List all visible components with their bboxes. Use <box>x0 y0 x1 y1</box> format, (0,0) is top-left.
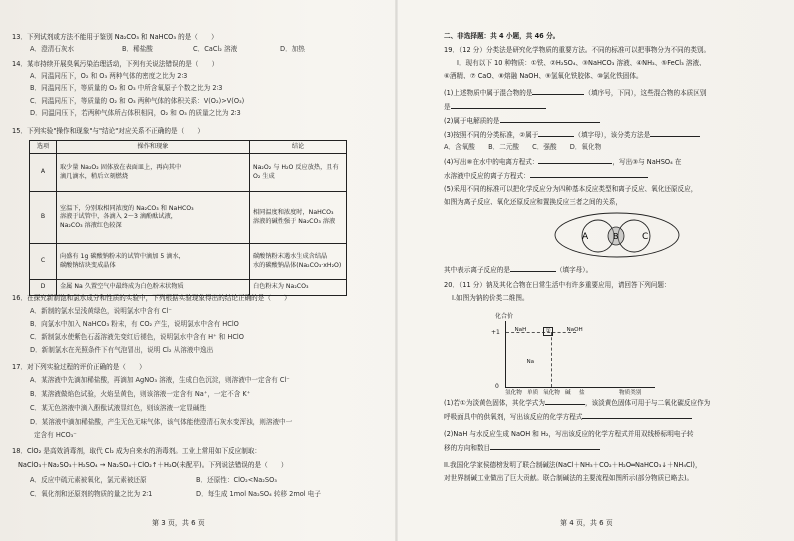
q15-header-option: 选项 <box>30 141 57 154</box>
q14-stem: 14．某市持续开展臭氧污染治理活动，下列有关说法错误的是（ ） <box>12 60 219 68</box>
q15-header-conclusion: 结论 <box>250 141 347 154</box>
venn-label-a: A <box>582 232 589 242</box>
q20-sub1: I.如图为钠的价类二维图。 <box>452 294 529 302</box>
answer-blank <box>500 116 600 123</box>
q20-stem: 20．（11 分）钠及其化合物在日常生活中有许多重要应用，请回答下列问题： <box>444 281 671 289</box>
q20-part3: II.我国化学家侯德榜发明了联合制碱法(NaCl＋NH₃＋CO₂＋H₂O═NaHCO₃↓＋NH₄Cl)， <box>444 461 702 469</box>
row-option: A <box>30 154 57 192</box>
q14-option-d: D．同温同压下，若两种气体所占体积相同，O₂ 和 O₃ 的质量之比为 2∶3 <box>30 109 241 117</box>
graph-xcat: 单质 <box>527 390 539 396</box>
q18-option-c: C．氧化剂和还原剂的物质的量之比为 2∶1 <box>30 490 153 498</box>
row-option: C <box>30 244 57 280</box>
graph-xcat: 碱 <box>565 390 571 396</box>
graph-xcat: 氧化物 <box>543 390 560 396</box>
row-operation: 取少量 Na₂O₂ 固体放在表面皿上，再向其中 滴几滴水，稍后立刻燃烧 <box>57 154 250 192</box>
q15-stem: 15．下列实验"操作和现象"与"结论"对应关系不正确的是（ ） <box>12 127 204 135</box>
table-row <box>30 192 347 244</box>
q19-part1-cont: 是 <box>444 102 546 112</box>
graph-ytick-plus1: +1 <box>491 329 500 336</box>
answer-blank <box>582 412 692 419</box>
q16-stem: 16．在探究新制饱和氯水成分和性质的实验中，下列根据实验现象得出的结论正确的是（ ） <box>12 294 291 302</box>
graph-x-axis <box>505 387 655 388</box>
q13-option-b: B．稀盐酸 <box>122 45 153 53</box>
row-option: D <box>30 280 57 296</box>
q19-part5-answer: 其中表示离子反应的是 （填字母）。 <box>444 266 593 274</box>
q13-option-a: A．澄清石灰水 <box>30 45 75 53</box>
q20-part1: (1)若①为淡黄色固体，其化学式为 ，该淡黄色固体可用于与二氧化碳反应作为 <box>444 399 711 407</box>
answer-blank <box>532 88 584 95</box>
q19-part2: (2)属于电解质的是 <box>444 116 600 126</box>
q19-part5-cont: 如图为离子反应、氧化还原反应和置换反应三者之间的关系， <box>444 198 623 206</box>
q13-option-d: D．加热 <box>280 45 305 53</box>
graph-guide-line <box>551 332 552 387</box>
answer-blank <box>650 130 700 137</box>
q19-part4-cont: 水溶液中反应的离子方程式： <box>444 171 648 181</box>
q13-stem: 13．下列试剂或方法不能用于鉴别 Na₂CO₃ 和 NaHCO₃ 的是（ ） <box>12 33 218 41</box>
answer-blank <box>451 102 546 109</box>
q14-option-b: B．同温同压下，等质量的 O₂ 和 O₃ 中所含氧原子个数之比为 2∶3 <box>30 84 223 92</box>
q19-intro: I．现有以下 10 种物质：①铁、②H₂SO₄、③NaHCO₃ 溶液、④NH₃、⑤FeCl₃ 溶液、 <box>457 59 706 67</box>
q13-option-c: C．CaCl₂ 溶液 <box>193 45 238 53</box>
q15-table <box>29 140 347 296</box>
answer-blank <box>545 398 585 405</box>
q17-option-d: D．某溶液中滴加稀盐酸，产生无色无味气体，该气体能使澄清石灰水变浑浊，则溶液中一 <box>30 418 293 426</box>
q16-option-d: D．新制氯水在光照条件下有气泡冒出，说明 Cl₂ 从溶液中逸出 <box>30 346 214 354</box>
q19-part5: (5)采用不同的标准可以把化学反应分为四种基本反应类型和离子反应、氧化还原反应， <box>444 185 698 193</box>
graph-item-na: Na <box>526 359 535 365</box>
table-row <box>30 154 347 192</box>
q19-part1: (1)上述物质中属于混合物的是 （填序号，下同），这些混合物的本质区别 <box>444 89 707 97</box>
graph-item-1: ① <box>543 327 553 336</box>
row-conclusion: Na₂O₂ 与 H₂O 反应放热，且有 O₂ 生成 <box>250 154 347 192</box>
row-conclusion: 碳酸钠粉末遇水生成含结晶 水的碳酸钠晶体(Na₂CO₃·xH₂O) <box>250 244 347 280</box>
section-heading: 二、非选择题：共 4 小题，共 46 分。 <box>444 32 560 40</box>
answer-blank <box>538 130 574 137</box>
q17-option-b: B．某溶液做焰色试验，火焰呈黄色，则该溶液一定含有 Na⁺，一定不含 K⁺ <box>30 390 251 398</box>
table-row <box>30 244 347 280</box>
graph-item-nah: NaH <box>514 327 527 333</box>
q17-stem: 17．对下列实验过程的评价正确的是（ ） <box>12 363 146 371</box>
graph-xcat: 氢化物 <box>505 390 522 396</box>
graph-item-naoh: NaOH <box>566 327 583 333</box>
graph-xcat: 盐 <box>579 390 585 396</box>
page-footer: 第 4 页，共 6 页 <box>560 519 613 527</box>
q19-part3: (3)按照不同的分类标准，②属于 （填字母），该分类方法是 <box>444 130 700 140</box>
graph-y-axis <box>505 321 506 387</box>
answer-blank <box>510 265 556 272</box>
q20-part2-cont: 移的方向和数目 <box>444 443 600 453</box>
q17-option-d-cont: 定含有 HCO₃⁻ <box>34 431 77 439</box>
q19-intro-cont: ⑥酒精、⑦ CaO、⑧熔融 NaOH、⑨氢氧化铁胶体、⑩氯化铁固体。 <box>444 72 643 80</box>
graph-xlabel: 物质类别 <box>619 390 642 396</box>
q16-option-c: C．新制氯水使紫色石蕊溶液先变红后褪色，说明氯水中含有 H⁺ 和 HClO <box>30 333 244 341</box>
q18-option-d: D．每生成 1mol Na₂SO₄ 转移 2mol 电子 <box>196 490 321 498</box>
row-operation: 金属 Na 久置空气中最终成为白色粉末状物质 <box>57 280 250 296</box>
q15-header-operation: 操作和现象 <box>57 141 250 154</box>
q17-option-a: A．某溶液中先滴加稀盐酸，再滴加 AgNO₃ 溶液，生成白色沉淀，则溶液中一定含有 Cl⁻ <box>30 376 290 384</box>
q20-part3-cont: 对世界制碱工业做出了巨大贡献。联合制碱法的主要流程如图所示(部分物质已略去)。 <box>444 474 694 482</box>
q16-option-b: B．向氯水中加入 NaHCO₃ 粉末，有 CO₂ 产生，说明氯水中含有 HClO <box>30 320 239 328</box>
graph-ytick-0: 0 <box>495 383 499 390</box>
row-operation: 向盛有 1g 碳酸钠粉末的试管中滴加 5 滴水， 碳酸钠结块变成晶体 <box>57 244 250 280</box>
q20-part1-cont: 呼吸面具中的供氧剂，写出该反应的化学方程式 <box>444 412 692 422</box>
q18-option-a: A．反应中硫元素被氧化，氯元素被还原 <box>30 476 147 484</box>
answer-blank <box>490 443 600 450</box>
q15-table-header <box>30 141 347 154</box>
q18-stem: 18．ClO₂ 是高效消毒剂，取代 Cl₂ 成为自来水的消毒剂。工业上常用如下反应制取： <box>12 447 262 455</box>
answer-blank <box>538 157 612 164</box>
row-conclusion: 相同温度和浓度时，NaHCO₃ 溶液的碱性强于 Na₂CO₃ 溶液 <box>250 192 347 244</box>
graph-ylabel: 化合价 <box>495 313 514 320</box>
answer-blank <box>530 171 648 178</box>
q19-stem: 19．（12 分）分类法是研究化学物质的重要方法。不同的标准可以把事物分为不同的类别。 <box>444 46 711 54</box>
row-operation: 室温下，分别取相同浓度的 Na₂CO₃ 和 NaHCO₃ 溶液于试管中，各滴入 2～3 滴酚酞试液， Na₂CO₃ 溶液红色较深 <box>57 192 250 244</box>
q18-option-b: B．还原性：ClO₂<Na₂SO₃ <box>196 476 277 484</box>
q17-option-c: C．某无色溶液中滴入酚酞试液显红色，则该溶液一定显碱性 <box>30 404 207 412</box>
q19-part4: (4)写出⑧在水中的电离方程式： ，写出③与 NaHSO₄ 在 <box>444 158 682 166</box>
venn-label-b: B <box>613 232 619 241</box>
q18-equation: NaClO₃＋Na₂SO₃＋H₂SO₄ → Na₂SO₄＋ClO₂↑＋H₂O(未配平)。下列说法错误的是（ ） <box>18 461 288 469</box>
q16-option-a: A．新制的氯水呈浅黄绿色，说明氯水中含有 Cl⁻ <box>30 307 172 315</box>
row-option: B <box>30 192 57 244</box>
q19-part3-options: A．含氧酸 B．二元酸 C．强酸 D．氧化物 <box>444 143 602 151</box>
venn-diagram <box>552 210 682 260</box>
q14-option-a: A．同温同压下，O₂ 和 O₃ 两种气体的密度之比为 2∶3 <box>30 72 188 80</box>
page-footer: 第 3 页，共 6 页 <box>152 519 205 527</box>
q14-option-c: C．同温同压下，等质量的 O₂ 和 O₃ 两种气体的体积关系：V(O₂)>V(O₃) <box>30 97 245 105</box>
valence-class-graph <box>455 313 665 396</box>
venn-label-c: C <box>642 232 649 242</box>
row-conclusion: 白色粉末为 Na₂CO₃ <box>250 280 347 296</box>
q20-part2: (2)NaH 与水反应生成 NaOH 和 H₂，写出该反应的化学方程式并用双线桥标明电子转 <box>444 430 694 438</box>
page-4 <box>397 0 794 541</box>
